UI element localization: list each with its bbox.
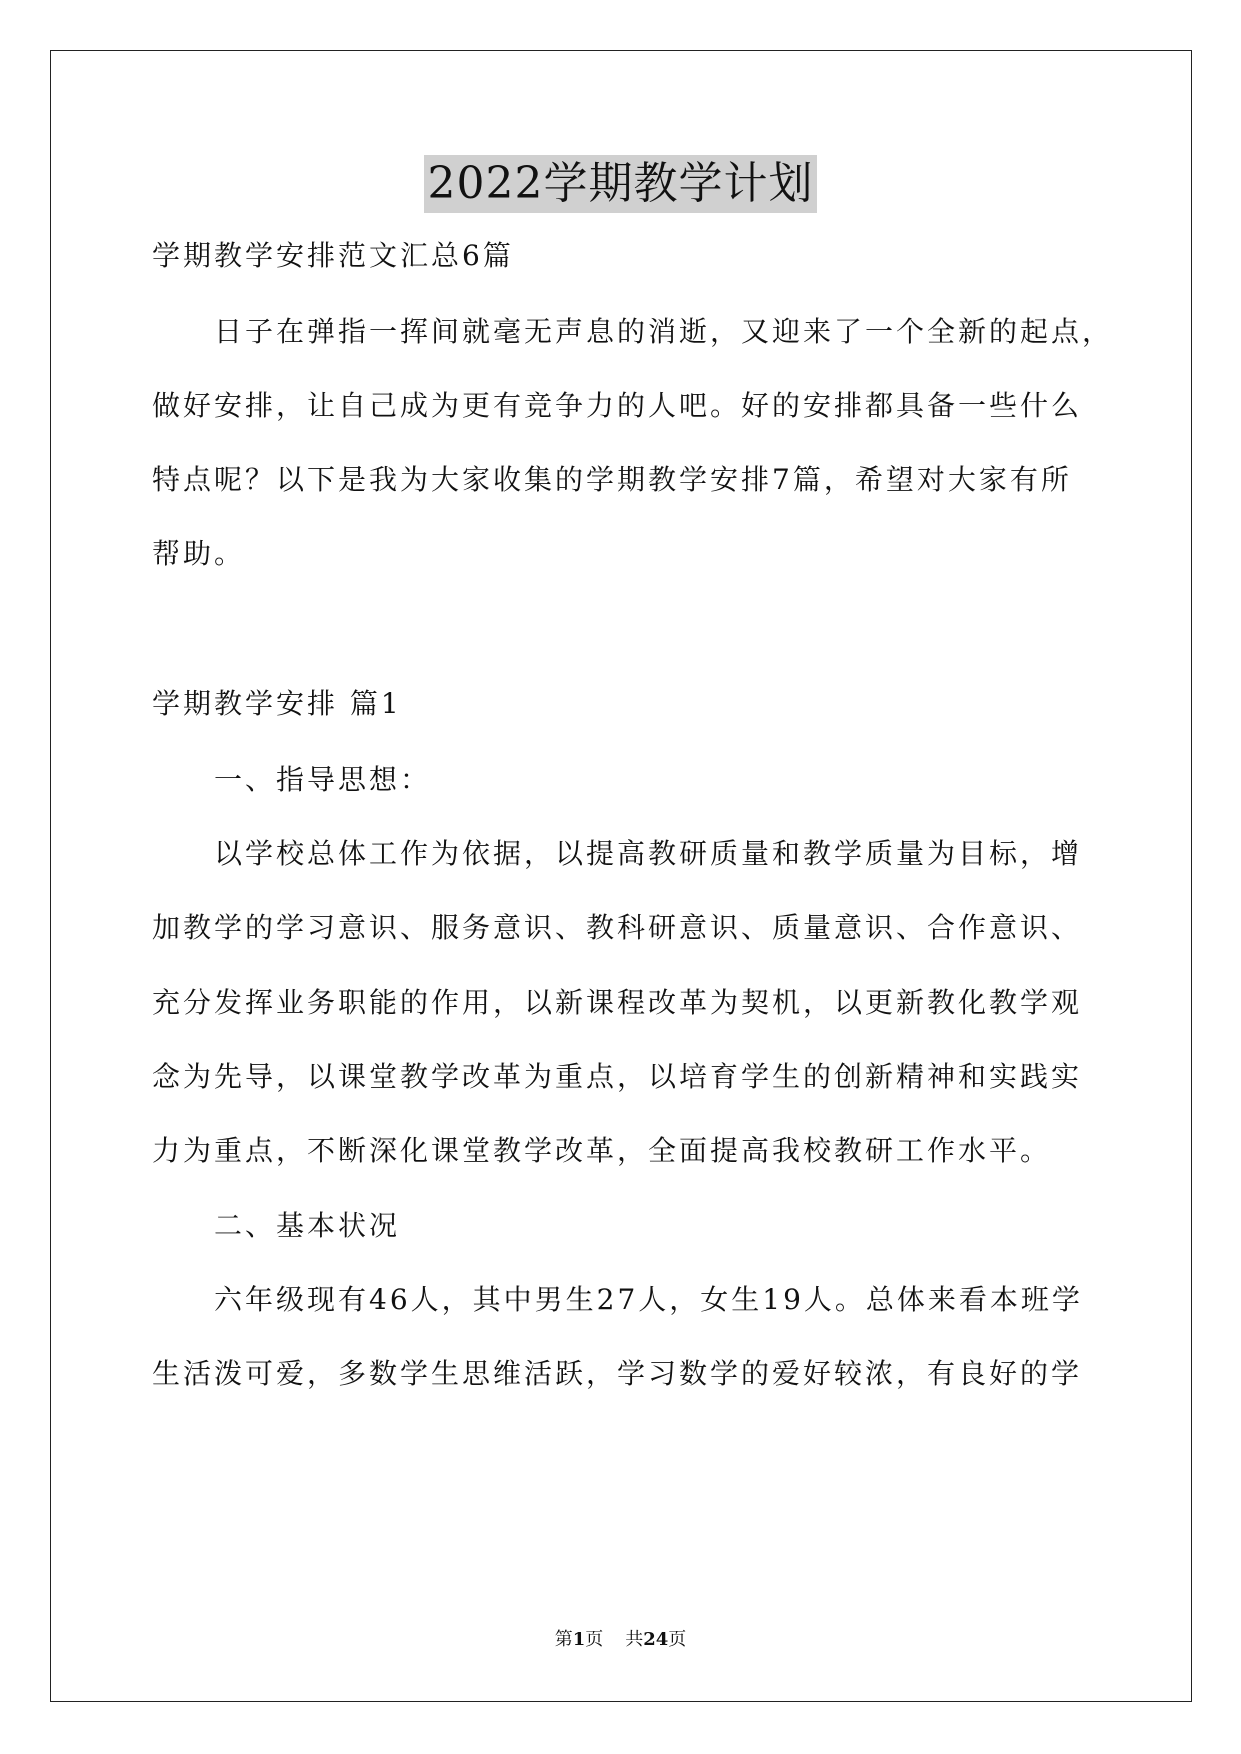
part2-line-2: 生活泼可爱，多数学生思维活跃，学习数学的爱好较浓，有良好的学 <box>152 1357 1083 1390</box>
part1-line-4: 念为先导，以课堂教学改革为重点，以培育学生的创新精神和实践实 <box>152 1060 1083 1093</box>
intro-line-1: 日子在弹指一挥间就毫无声息的消逝，又迎来了一个全新的起点， <box>214 315 1114 348</box>
page-border <box>50 50 1192 1702</box>
part2-line-1: 六年级现有46人，其中男生27人，女生19人。总体来看本班学 <box>214 1283 1083 1316</box>
part1-line-2: 加教学的学习意识、服务意识、教科研意识、质量意识、合作意识、 <box>152 911 1083 944</box>
intro-line-2: 做好安排，让自己成为更有竞争力的人吧。好的安排都具备一些什么 <box>152 389 1083 422</box>
footer-total-pages: 24 <box>643 1629 669 1650</box>
footer-page-suffix: 页 <box>585 1629 604 1650</box>
title-container <box>0 155 1241 213</box>
footer-total-prefix: 共 <box>625 1629 644 1650</box>
part1-heading: 一、指导思想： <box>214 763 432 796</box>
page-footer <box>0 1628 1241 1652</box>
part1-line-3: 充分发挥业务职能的作用，以新课程改革为契机，以更新教化教学观 <box>152 986 1083 1019</box>
footer-page-number: 1 <box>572 1629 586 1650</box>
footer-total-suffix: 页 <box>668 1629 687 1650</box>
section-heading: 学期教学安排 篇1 <box>152 687 402 720</box>
part1-line-5: 力为重点，不断深化课堂教学改革，全面提高我校教研工作水平。 <box>152 1134 1052 1167</box>
document-subtitle: 学期教学安排范文汇总6篇 <box>152 239 514 272</box>
part1-line-1: 以学校总体工作为依据，以提高教研质量和教学质量为目标，增 <box>214 837 1083 870</box>
footer-page-prefix: 第 <box>554 1629 573 1650</box>
intro-line-3: 特点呢？以下是我为大家收集的学期教学安排7篇，希望对大家有所 <box>152 463 1072 496</box>
document-title: 2022学期教学计划 <box>424 155 818 213</box>
part2-heading: 二、基本状况 <box>214 1209 401 1242</box>
intro-line-4: 帮助。 <box>152 537 246 570</box>
